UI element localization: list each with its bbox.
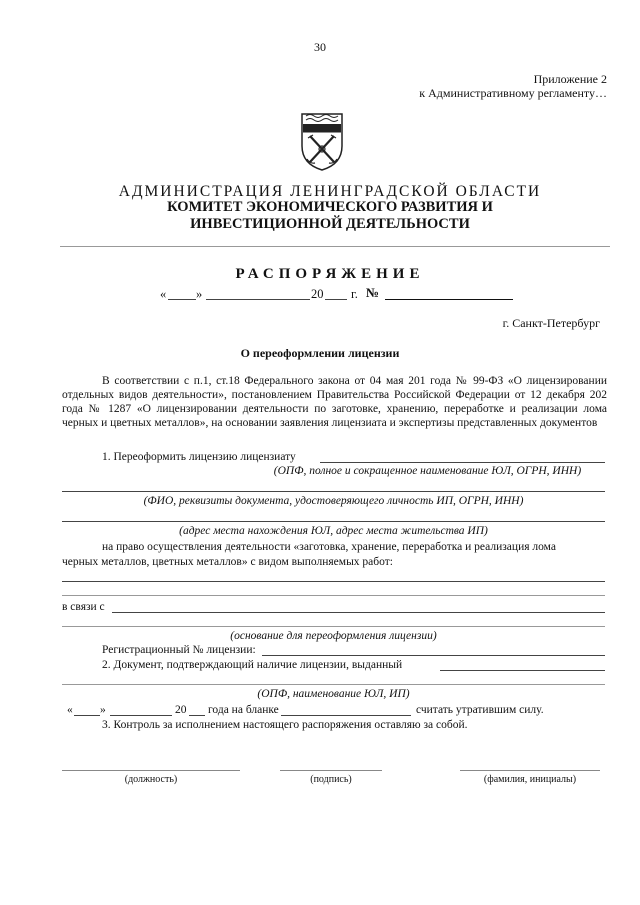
item-2-text: 2. Документ, подтверждающий наличие лицензии, выданный	[102, 659, 403, 671]
number-sign: №	[366, 285, 380, 300]
coat-of-arms-icon	[300, 110, 344, 172]
year-field[interactable]	[325, 299, 347, 300]
name-label: (фамилия, инициалы)	[483, 774, 577, 785]
appendix-reference: к Административному регламенту…	[419, 86, 607, 100]
registration-number-label: Регистрационный № лицензии:	[102, 644, 256, 656]
hint-opf: (ОПФ, наименование ЮЛ, ИП)	[257, 688, 410, 700]
year-prefix: 20	[311, 287, 324, 301]
hint-reason: (основание для переоформления лицензии)	[230, 630, 437, 642]
reason-field-2[interactable]	[62, 626, 605, 627]
committee-name-line1: КОМИТЕТ ЭКОНОМИЧЕСКОГО РАЗВИТИЯ И	[167, 199, 493, 215]
hint-organization: (ОПФ, полное и сокращенное наименование ЮЛ, ОГРН, ИНН)	[273, 465, 582, 477]
item-1-text: 1. Переоформить лицензию лицензиату	[102, 451, 296, 463]
works-field-1[interactable]	[62, 581, 605, 582]
registration-number-field[interactable]	[262, 655, 605, 656]
order-number-field[interactable]	[385, 299, 513, 300]
appendix-title: Приложение 2	[533, 72, 607, 86]
order-subject: О переоформлении лицензии	[240, 346, 400, 360]
year-suffix: г.	[351, 287, 358, 301]
day-field[interactable]	[168, 299, 196, 300]
reason-field[interactable]	[112, 612, 605, 613]
name-field[interactable]	[460, 770, 600, 771]
activity-text-line1: на право осуществления деятельности «заготовка, хранение, переработка и реализация лома	[102, 541, 556, 553]
activity-text-line2: черных металлов, цветных металлов» с видом выполняемых работ:	[62, 556, 393, 568]
form-date-quote-open: «	[67, 704, 73, 716]
licensee-field[interactable]	[320, 462, 605, 463]
position-label: (должность)	[124, 774, 178, 785]
position-field[interactable]	[62, 770, 240, 771]
form-date-quote-close: »	[100, 704, 106, 716]
form-year-field[interactable]	[189, 715, 205, 716]
works-field-2[interactable]	[62, 595, 605, 596]
page-number: 30	[314, 40, 326, 54]
address-field[interactable]	[62, 521, 605, 522]
issued-to-field-2[interactable]	[62, 684, 605, 685]
preamble-paragraph: В соответствии с п.1, ст.18 Федерального закона от 04 мая 201 года № 99-ФЗ «О лицензировании отдельных видов деятельности», постановлением Правительства Российской Федерации от 12 декабря 202 года № 1287 «О лицензировании деятельности по заготовке, хранению, переработке и реализации лома черных и цветных металлов», на основании заявления лицензиата и экспертизы представленных документов	[62, 375, 607, 429]
date-quote-open: «	[160, 287, 167, 301]
form-day-field[interactable]	[74, 715, 100, 716]
form-number-field[interactable]	[281, 715, 411, 716]
city: г. Санкт-Петербург	[502, 316, 600, 330]
committee-name-line2: ИНВЕСТИЦИОННОЙ ДЕЯТЕЛЬНОСТИ	[190, 216, 470, 232]
month-field[interactable]	[206, 299, 310, 300]
administration-name: АДМИНИСТРАЦИЯ ЛЕНИНГРАДСКОЙ ОБЛАСТИ	[118, 183, 542, 200]
header-divider	[60, 246, 610, 247]
hint-address: (адрес места нахождения ЮЛ, адрес места жительства ИП)	[179, 525, 488, 537]
due-to-label: в связи с	[62, 601, 105, 613]
signature-field[interactable]	[280, 770, 382, 771]
form-year-prefix: 20	[175, 704, 187, 716]
item-3-text: 3. Контроль за исполнением настоящего распоряжения оставляю за собой.	[102, 719, 468, 731]
void-text: считать утратившим силу.	[416, 704, 544, 716]
form-month-field[interactable]	[110, 715, 172, 716]
form-text: года на бланке	[208, 704, 279, 716]
signature-label: (подпись)	[310, 774, 352, 785]
issued-to-field[interactable]	[440, 670, 605, 671]
date-quote-close: »	[196, 287, 203, 301]
hint-person: (ФИО, реквизиты документа, удостоверяющего личность ИП, ОГРН, ИНН)	[143, 495, 524, 507]
order-title: РАСПОРЯЖЕНИЕ	[235, 266, 425, 282]
licensee-details-field[interactable]	[62, 491, 605, 492]
